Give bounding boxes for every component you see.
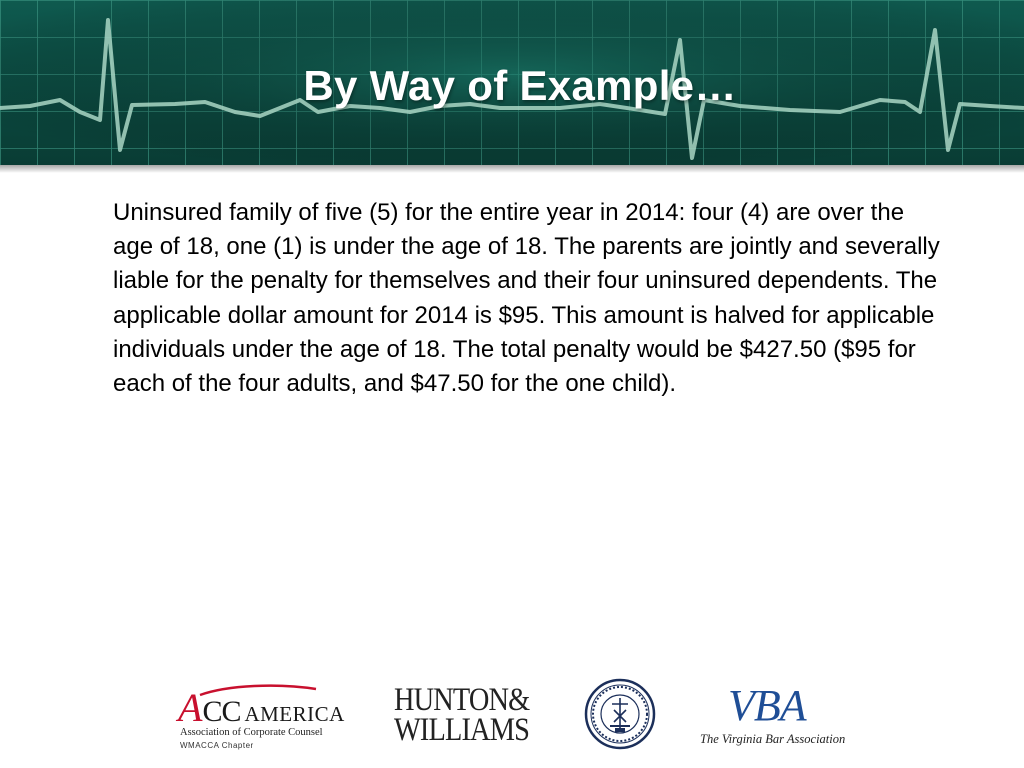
acc-subtitle: Association of Corporate Counsel	[180, 727, 323, 738]
acc-mark-america: AMERICA	[244, 702, 345, 726]
acc-mark-cc: CC	[202, 695, 241, 728]
acc-wordmark	[178, 684, 345, 731]
banner-shadow	[0, 165, 1024, 173]
hunton-wordmark: HUNTON&	[394, 682, 530, 718]
virginia-seal-icon	[584, 678, 656, 750]
vba-wordmark: VBA	[728, 681, 806, 730]
virginia-bar-association-logo	[700, 680, 846, 752]
vba-subtitle: The Virginia Bar Association	[700, 732, 846, 746]
acc-america-logo	[178, 680, 358, 750]
williams-wordmark: WILLIAMS	[394, 712, 529, 748]
acc-mark-a: A	[178, 685, 203, 730]
hunton-williams-logo	[394, 682, 539, 748]
slide-title: By Way of Example…	[303, 62, 737, 109]
slide-body-text: Uninsured family of five (5) for the entire year in 2014: four (4) are over the age of 18, one (1) is under the age of 18. The parents are jointly and severally liable for the penalty for themselves and their four uninsured dependents. The applicable dollar amount for 2014 is $95. This amount is halved for applicable individuals under the age of 18. The total penalty would be $427.50 ($95 for each of the four adults, and $47.50 for the one child).	[113, 199, 940, 398]
acc-chapter: WMACCA Chapter	[180, 741, 254, 750]
sponsor-logos	[0, 670, 1024, 760]
